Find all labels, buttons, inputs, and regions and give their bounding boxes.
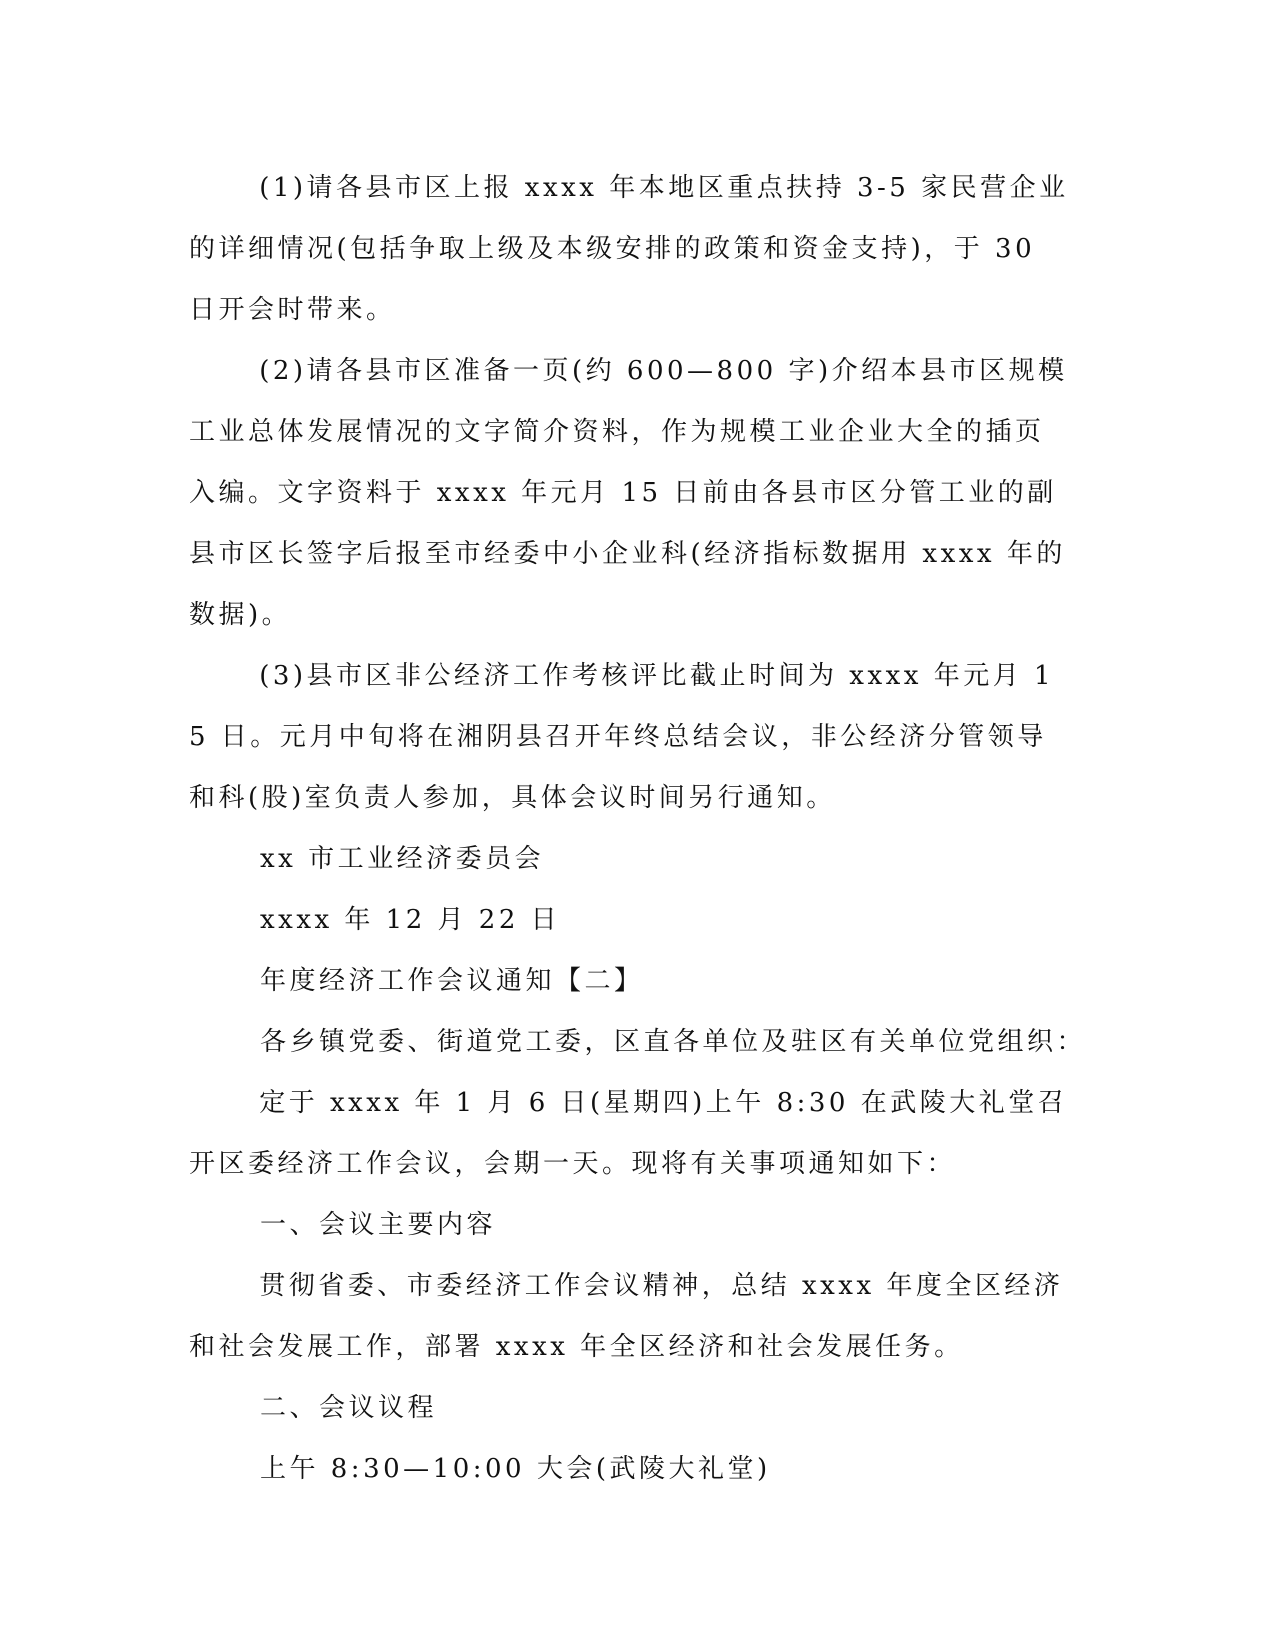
notice-intro: 定于 xxxx 年 1 月 6 日(星期四)上午 8:30 在武陵大礼堂召开区委经济工作会议，会期一天。现将有关事项通知如下：: [189, 1088, 1068, 1179]
paragraph-item-3: (3)县市区非公经济工作考核评比截止时间为 xxxx 年元月 15 日。元月中旬将在湘阴县召开年终总结会议，非公经济分管领导和科(股)室负责人参加，具体会议时间另行通知。: [189, 661, 1055, 813]
signature-date: xxxx 年 12 月 22 日: [260, 905, 561, 935]
paragraph-item-1: (1)请各县市区上报 xxxx 年本地区重点扶持 3-5 家民营企业的详细情况(包括争取上级及本级安排的政策和资金支持)，于 30 日开会时带来。: [189, 173, 1069, 325]
section-heading-1: 一、会议主要内容: [260, 1210, 497, 1240]
document-body: [189, 158, 1087, 1500]
signature-organization: xx 市工业经济委员会: [260, 844, 545, 874]
agenda-item: 上午 8:30—10:00 大会(武陵大礼堂): [260, 1454, 771, 1484]
section-body-1: 贯彻省委、市委经济工作会议精神，总结 xxxx 年度全区经济和社会发展工作，部署 xxxx 年全区经济和社会发展任务。: [189, 1271, 1064, 1362]
section-heading-2: 二、会议议程: [260, 1393, 438, 1423]
paragraph-item-2: (2)请各县市区准备一页(约 600—800 字)介绍本县市区规模工业总体发展情况的文字简介资料，作为规模工业企业大全的插页入编。文字资料于 xxxx 年元月 15 日前由各县市区分管工业的副县市区长签字后报至市经委中小企业科(经济指标数据用 xxxx 年的数据)。: [189, 356, 1068, 630]
notice-salutation: 各乡镇党委、街道党工委，区直各单位及驻区有关单位党组织：: [260, 1027, 1087, 1057]
notice-title: 年度经济工作会议通知【二】: [260, 966, 644, 996]
